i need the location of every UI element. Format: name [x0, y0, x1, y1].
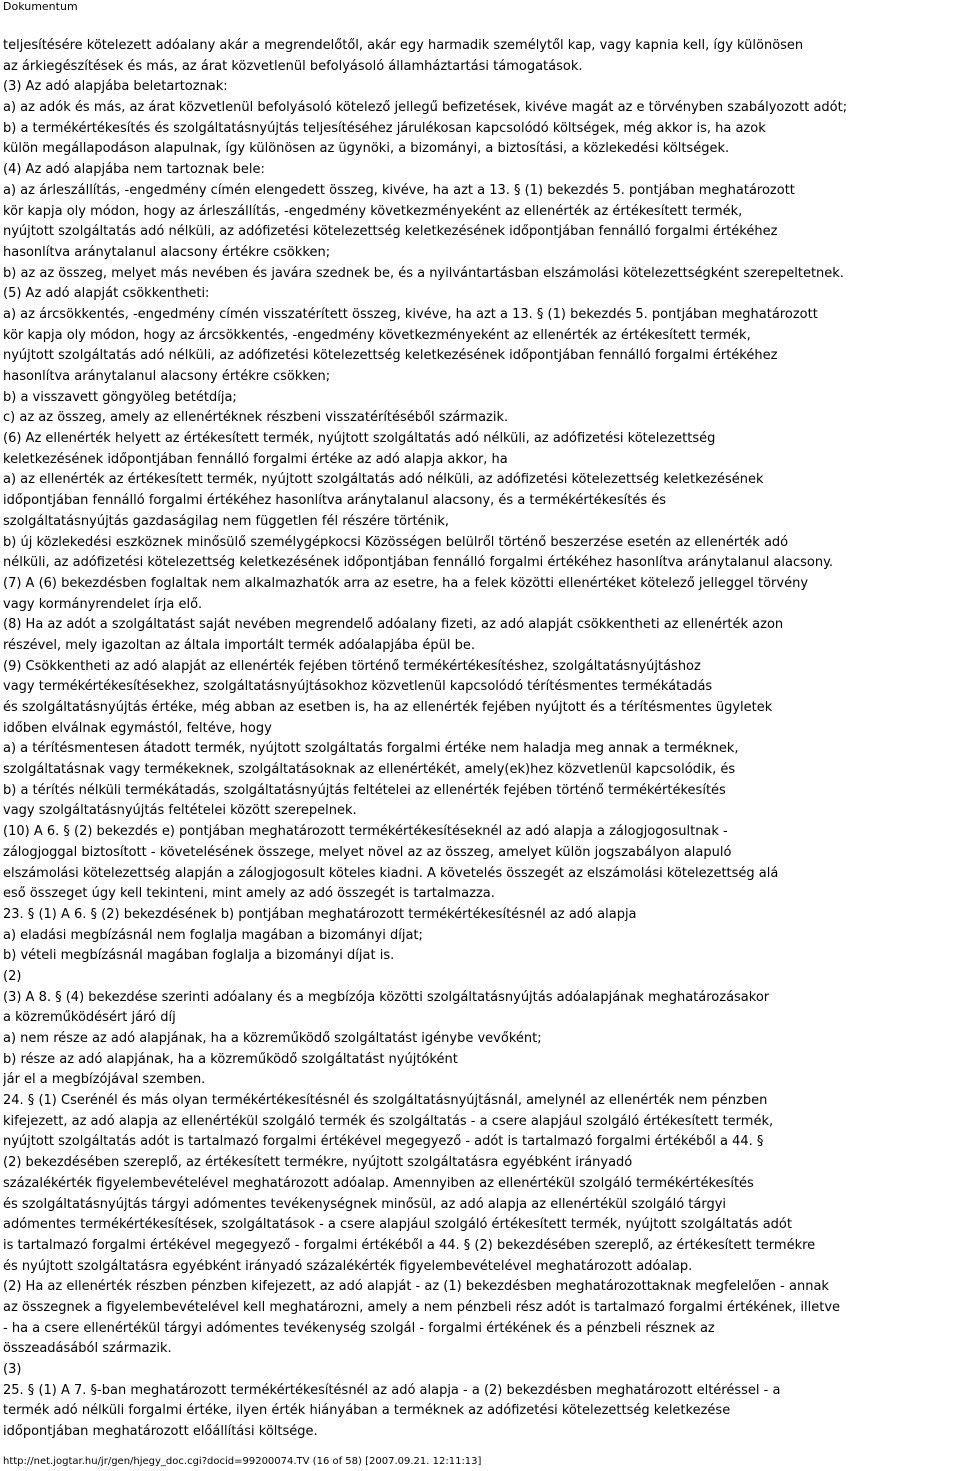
text-line: az árkiegészítések és más, az árat közvetlenül befolyásoló államháztartási támogatások.	[3, 58, 583, 74]
text-line: nyújtott szolgáltatás adó nélküli, az adófizetési kötelezettség keletkezésének időpontjában fennálló forgalmi értékéhez	[3, 224, 778, 240]
text-line: teljesítésére kötelezett adóalany akár a megrendelőtől, akár egy harmadik személytől kap, vagy kapnia kell, így különösen	[3, 38, 804, 53]
text-line: szolgáltatásnyújtás gazdaságilag nem független fél részére történik,	[3, 513, 450, 529]
text-line: 25. § (1) A 7. §-ban meghatározott termékértékesítésnél az adó alapja - a (2) bekezdésben meghatározott eltéréssel - a	[3, 1382, 781, 1398]
text-line: a) a térítésmentesen átadott termék, nyújtott szolgáltatás forgalmi értéke nem haladja meg annak a terméknek,	[3, 741, 739, 757]
text-line: b) vételi megbízásnál magában foglalja a bizományi díjat is.	[3, 948, 395, 964]
text-line: b) a termékértékesítés és szolgáltatásnyújtás teljesítéséhez járulékosan kapcsolódó költségek, még akkor is, ha azok	[3, 120, 766, 136]
text-line: b) a visszavett göngyöleg betétdíja;	[3, 389, 237, 405]
document-body	[3, 36, 953, 1443]
text-line: (8) Ha az adót a szolgáltatást saját nevében megrendelő adóalany fizeti, az adó alapját csökkentheti az ellenérték azon	[3, 617, 784, 633]
text-line: b) az az összeg, melyet más nevében és javára szednek be, és a nyilvántartásban elszámolási kötelezettségként szerepeltetnek.	[3, 265, 844, 281]
text-line: a) az árcsökkentés, -engedmény címén visszatérített összeg, kivéve, ha azt a 13. § (1) bekezdés 5. pontjában meghatározott	[3, 306, 818, 322]
text-line: időpontjában meghatározott előállítási költsége.	[3, 1424, 318, 1440]
text-line: b) a térítés nélküli termékátadás, szolgáltatásnyújtás feltételei az ellenérték fejében történő termékértékesítés	[3, 782, 726, 798]
text-line: - ha a csere ellenértékül tárgyi adómentes tevékenység szolgál - forgalmi értékének és a pénzbeli résznek az	[3, 1320, 715, 1336]
text-line: kifejezett, az adó alapja az ellenértékül szolgáló termék és szolgáltatás - a csere alapjául szolgáló értékesített termék,	[3, 1113, 774, 1129]
window-title: Dokumentum	[3, 0, 78, 13]
text-line: elszámolási kötelezettség alapján a zálogjogosult köteles kiadni. A követelés összegét az elszámolási kötelezettség alá	[3, 865, 779, 881]
text-line: szolgáltatásnak vagy termékeknek, szolgáltatásoknak az ellenértékét, amely(ek)hez közvetlenül kapcsolódik, és	[3, 762, 736, 778]
text-line: 24. § (1) Cserénél és más olyan termékértékesítésnél és szolgáltatásnyújtásnál, amelynél az ellenérték nem pénzben	[3, 1093, 768, 1109]
text-line: időpontjában fennálló forgalmi értékéhez hasonlítva aránytalanul alacsony, és a termékértékesítés és	[3, 493, 667, 509]
text-line: részével, mely igazoltan az általa importált termék adóalapjába épül be.	[3, 637, 476, 653]
text-line: zálogjoggal biztosított - követelésének összege, melyet növel az az összeg, amelyet külön jogszabályon alapuló	[3, 844, 732, 860]
text-line: nélküli, az adófizetési kötelezettség keletkezésének időpontjában fennálló forgalmi értékéhez hasonlítva aránytalanul alacsony.	[3, 555, 834, 571]
text-line: a közreműködésért járó díj	[3, 1010, 176, 1026]
text-line: kör kapja oly módon, hogy az árcsökkentés, -engedmény következményeként az ellenérték az értékesített termék,	[3, 327, 751, 343]
text-line: a) nem része az adó alapjának, ha a közreműködő szolgáltatást igénybe vevőként;	[3, 1031, 542, 1046]
text-line: a) az ellenérték az értékesített termék, nyújtott szolgáltatás adó nélküli, az adófizetési kötelezettség keletkezésének	[3, 472, 764, 488]
text-line: (10) A 6. § (2) bekezdés e) pontjában meghatározott termékértékesítéseknél az adó alapja a zálogjogosultnak -	[3, 824, 728, 840]
text-line: időben elválnak egymástól, feltéve, hogy	[3, 720, 272, 736]
text-line: (5) Az adó alapját csökkentheti:	[3, 286, 210, 302]
text-line: kör kapja oly módon, hogy az árleszállítás, -engedmény következményeként az ellenérték az értékesített termék,	[3, 203, 743, 219]
text-line: külön megállapodáson alapulnak, így különösen az ügynöki, a bizományi, a biztosítási, a közlekedési költségek.	[3, 141, 730, 157]
page-footer-url: http://net.jogtar.hu/jr/gen/hjegy_doc.cgi?docid=99200074.TV (16 of 58) [2007.09.21. 12:11:13]	[3, 1456, 482, 1467]
text-line: vagy szolgáltatásnyújtás feltételei között szerepelnek.	[3, 803, 357, 819]
text-line: nyújtott szolgáltatás adó nélküli, az adófizetési kötelezettség keletkezésének időpontjában fennálló forgalmi értékéhez	[3, 348, 778, 364]
text-line: vagy kormányrendelet írja elő.	[3, 596, 203, 612]
text-line: jár el a megbízójával szemben.	[3, 1072, 206, 1088]
text-line: is tartalmazó forgalmi értékével megegyező - forgalmi értékéből a 44. § (2) bekezdésében szereplő, az értékesített termékre	[3, 1237, 816, 1253]
text-line: az összegnek a figyelembevételével kell meghatározni, amely a nem pénzbeli rész adót is tartalmazó forgalmi értékének, illetve	[3, 1299, 841, 1315]
text-line: a) eladási megbízásnál nem foglalja magában a bizományi díjat;	[3, 927, 423, 943]
text-line: a) az adók és más, az árat közvetlenül befolyásoló kötelező jellegű befizetések, kivéve magát az e törvényben szabályozott adót;	[3, 100, 848, 116]
text-line: hasonlítva aránytalanul alacsony értékre csökken;	[3, 244, 331, 260]
text-line: (2) bekezdésében szereplő, az értékesített termékre, nyújtott szolgáltatásra egyébként irányadó	[3, 1155, 633, 1171]
text-line: 23. § (1) A 6. § (2) bekezdésének b) pontjában meghatározott termékértékesítésnél az adó alapja	[3, 906, 637, 922]
text-line: (2) Ha az ellenérték részben pénzben kifejezett, az adó alapját - az (1) bekezdésben meghatározottaknak megfelelően - annak	[3, 1279, 829, 1295]
text-line: vagy termékértékesítésekhez, szolgáltatásnyújtásokhoz közvetlenül kapcsolódó térítésmentes termékátadás	[3, 679, 713, 695]
text-line: (4) Az adó alapjába nem tartoznak bele:	[3, 162, 265, 178]
text-line: (3)	[3, 1362, 22, 1377]
text-line: b) része az adó alapjának, ha a közreműködő szolgáltatást nyújtóként	[3, 1051, 458, 1067]
text-line: nyújtott szolgáltatás adót is tartalmazó forgalmi értékével megegyező - adót is tartalmazó forgalmi értékéből a 44. §	[3, 1134, 764, 1150]
text-line: a) az árleszállítás, -engedmény címén elengedett összeg, kivéve, ha azt a 13. § (1) bekezdés 5. pontjában meghatározott	[3, 182, 795, 198]
text-line: (7) A (6) bekezdésben foglaltak nem alkalmazhatók arra az esetre, ha a felek közötti ellenértéket kötelező jelleggel törvény	[3, 575, 809, 591]
text-line: és szolgáltatásnyújtás értéke, még abban az esetben is, ha az ellenérték fejében nyújtott és a térítésmentes ügyletek	[3, 700, 773, 715]
text-line: keletkezésének időpontjában fennálló forgalmi értéke az adó alapja akkor, ha	[3, 451, 508, 467]
text-line: és szolgáltatásnyújtás tárgyi adómentes tevékenységnek minősül, az adó alapja az ellenértékül szolgáló tárgyi	[3, 1196, 727, 1212]
text-line: termék adó nélküli forgalmi értéke, ilyen érték hiányában a terméknek az adófizetési kötelezettség keletkezése	[3, 1403, 731, 1419]
text-line: hasonlítva aránytalanul alacsony értékre csökken;	[3, 369, 331, 384]
window-title-bar	[0, 0, 960, 14]
text-line: és nyújtott szolgáltatásra egyébként irányadó százalékérték figyelembevételével meghatározott adóalap.	[3, 1258, 693, 1274]
text-line: (3) A 8. § (4) bekezdése szerinti adóalany és a megbízója közötti szolgáltatásnyújtás adóalapjának meghatározásakor	[3, 989, 770, 1005]
text-line: eső összeget úgy kell tekinteni, mint amely az adó összegét is tartalmazza.	[3, 886, 495, 902]
text-line: (9) Csökkentheti az adó alapját az ellenérték fejében történő termékértékesítéshez, szolgáltatásnyújtáshoz	[3, 658, 701, 674]
text-line: b) új közlekedési eszköznek minősülő személygépkocsi Közösségen belülről történő beszerzése esetén az ellenérték adó	[3, 534, 789, 550]
text-line: százalékérték figyelembevételével meghatározott adóalap. Amennyiben az ellenértékül szolgáló termékértékesítés	[3, 1175, 754, 1191]
text-line: adómentes termékértékesítések, szolgáltatások - a csere alapjául szolgáló értékesített termék, nyújtott szolgáltatás adót	[3, 1217, 792, 1233]
text-line: c) az az összeg, amely az ellenértéknek részbeni visszatérítéséből származik.	[3, 410, 509, 426]
text-line: (2)	[3, 968, 22, 984]
text-line: összeadásából származik.	[3, 1341, 172, 1357]
text-line: (3) Az adó alapjába beletartoznak:	[3, 79, 228, 95]
text-line: (6) Az ellenérték helyett az értékesített termék, nyújtott szolgáltatás adó nélküli, az adófizetési kötelezettség	[3, 431, 716, 447]
